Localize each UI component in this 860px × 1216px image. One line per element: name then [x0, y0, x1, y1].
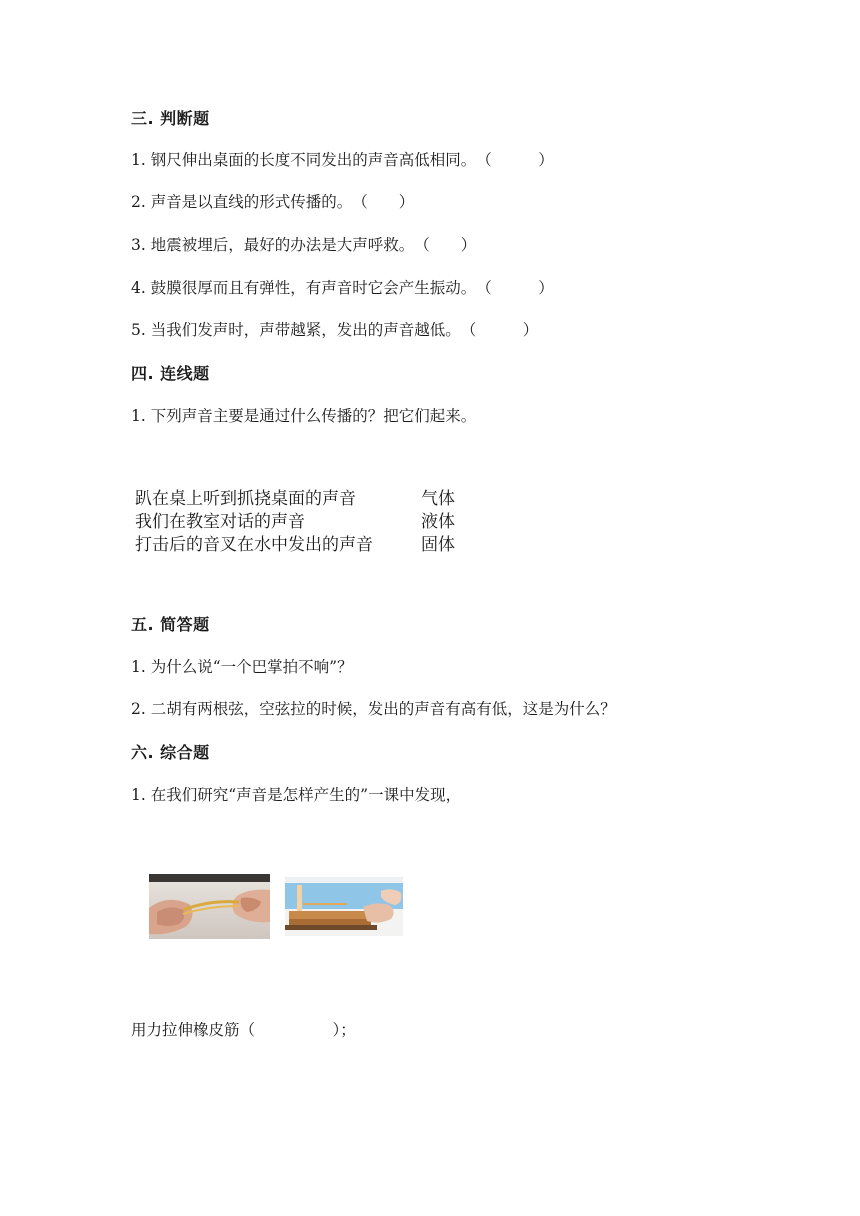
- matching-left-item[interactable]: 打击后的音叉在水中发出的声音: [135, 535, 373, 555]
- matching-left-item[interactable]: 趴在桌上听到抓挠桌面的声音: [135, 489, 356, 509]
- matching-left-item[interactable]: 我们在教室对话的声音: [135, 512, 305, 532]
- answer-blank[interactable]: （ ）: [460, 321, 539, 339]
- matching-right-item[interactable]: 液体: [421, 512, 455, 532]
- short-answer-1: 1. 为什么说“一个巴掌拍不响”？: [131, 658, 353, 676]
- judge-item-1-text: 1. 钢尺伸出桌面的长度不同发出的声音高低相同。: [131, 151, 477, 169]
- judge-item-3-text: 3. 地震被埋后，最好的办法是大声呼救。: [131, 236, 415, 254]
- answer-blank[interactable]: （ ）: [476, 279, 554, 297]
- section-6-title: 六. 综合题: [131, 743, 210, 762]
- judge-item-1: [131, 148, 554, 170]
- matching-right-item[interactable]: 固体: [421, 535, 455, 555]
- rubber-band-photo: [149, 874, 270, 939]
- judge-item-2-text: 2. 声音是以直线的形式传播的。: [131, 193, 353, 211]
- judge-item-4-text: 4. 鼓膜很厚而且有弹性，有声音时它会产生振动。: [131, 279, 477, 297]
- comprehensive-question: 1. 在我们研究“声音是怎样产生的”一课中发现，: [131, 786, 462, 804]
- judge-item-2: [131, 190, 414, 212]
- judge-item-5: [131, 318, 538, 340]
- section-4-title: 四. 连线题: [131, 364, 210, 383]
- rubber-band-fill-blank[interactable]: 用力拉伸橡皮筋（ ）；: [131, 1021, 356, 1039]
- answer-blank[interactable]: （ ）: [352, 193, 415, 211]
- judge-item-5-text: 5. 当我们发声时，声带越紧，发出的声音越低。: [131, 321, 461, 339]
- judge-item-3: [131, 233, 476, 255]
- ruler-on-desk-photo: [285, 877, 403, 936]
- section-5-title: 五. 简答题: [131, 615, 210, 634]
- short-answer-2: 2. 二胡有两根弦，空弦拉的时候，发出的声音有高有低，这是为什么？: [131, 700, 616, 718]
- answer-blank[interactable]: （ ）: [414, 236, 477, 254]
- section-3-title: 三. 判断题: [131, 109, 210, 128]
- judge-item-4: [131, 276, 554, 298]
- matching-right-item[interactable]: 气体: [421, 489, 455, 509]
- matching-table: [131, 480, 471, 560]
- answer-blank[interactable]: （ ）: [476, 151, 554, 169]
- matching-question: 1. 下列声音主要是通过什么传播的？把它们起来。: [131, 407, 477, 425]
